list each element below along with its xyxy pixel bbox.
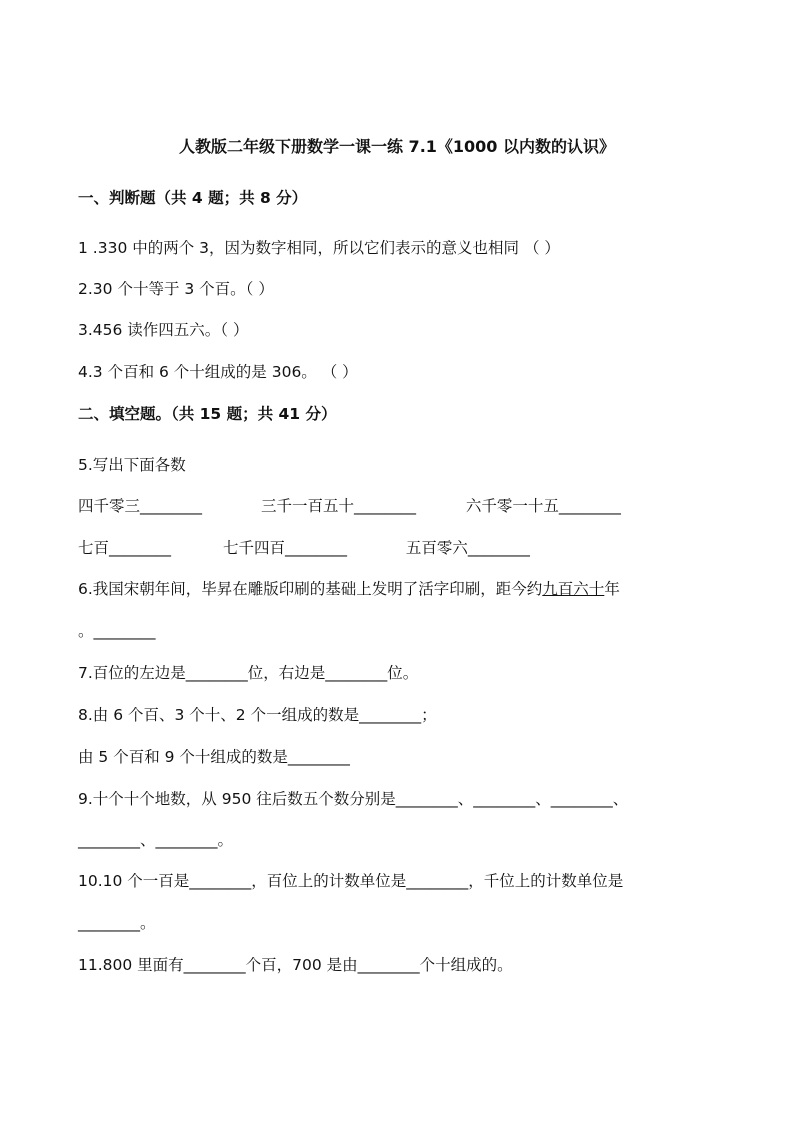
question-4: 4.3 个百和 6 个十组成的是 306。 （ ） (78, 363, 358, 381)
q6-underlined-text: 九百六十 (542, 580, 605, 598)
question-1: 1 .330 中的两个 3，因为数字相同，所以它们表示的意义也相同 （ ） (78, 239, 560, 257)
question-9-line-2: ________、________。 (78, 831, 234, 849)
question-8-line-1: 8.由 6 个百、3 个十、2 个一组成的数是________； (78, 706, 437, 724)
question-6-line-1 (78, 577, 620, 599)
question-11: 11.800 里面有________个百，700 是由________个十组成的。 (78, 956, 513, 974)
question-5-row-2 (78, 536, 530, 558)
question-9-line-1: 9.十个十个地数，从 950 往后数五个数分别是________、________、________、 (78, 790, 629, 808)
question-5-stem: 5.写出下面各数 (78, 456, 186, 474)
q5-item: 七千四百________ (222, 539, 347, 557)
question-2: 2.30 个十等于 3 个百。（ ） (78, 280, 274, 298)
question-10-line-1: 10.10 个一百是________，百位上的计数单位是________，千位上的计数单位是 (78, 872, 624, 890)
q5-item: 四千零三________ (78, 497, 203, 515)
question-5-row-1 (78, 494, 621, 516)
question-8-line-2: 由 5 个百和 9 个十组成的数是________ (78, 748, 350, 766)
q6-text-end: 年 (604, 580, 620, 598)
question-6-line-2: 。________ (78, 622, 156, 640)
q5-item: 五百零六________ (405, 539, 530, 557)
section-heading-fill-in: 二、填空题。（共 15 题；共 41 分） (78, 405, 337, 423)
section-heading-judgment: 一、判断题（共 4 题；共 8 分） (78, 189, 308, 207)
document-title: 人教版二年级下册数学一课一练 7.1《1000 以内数的认识》 (178, 137, 616, 156)
question-3: 3.456 读作四五六。（ ） (78, 321, 249, 339)
q6-text: 6.我国宋朝年间，毕昇在雕版印刷的基础上发明了活字印刷，距今约 (78, 580, 543, 598)
question-10-line-2: ________。 (78, 914, 156, 932)
q5-item: 七百________ (78, 539, 172, 557)
q5-item: 六千零一十五________ (465, 497, 621, 515)
question-7: 7.百位的左边是________位，右边是________位。 (78, 664, 419, 682)
q5-item: 三千一百五十________ (260, 497, 416, 515)
